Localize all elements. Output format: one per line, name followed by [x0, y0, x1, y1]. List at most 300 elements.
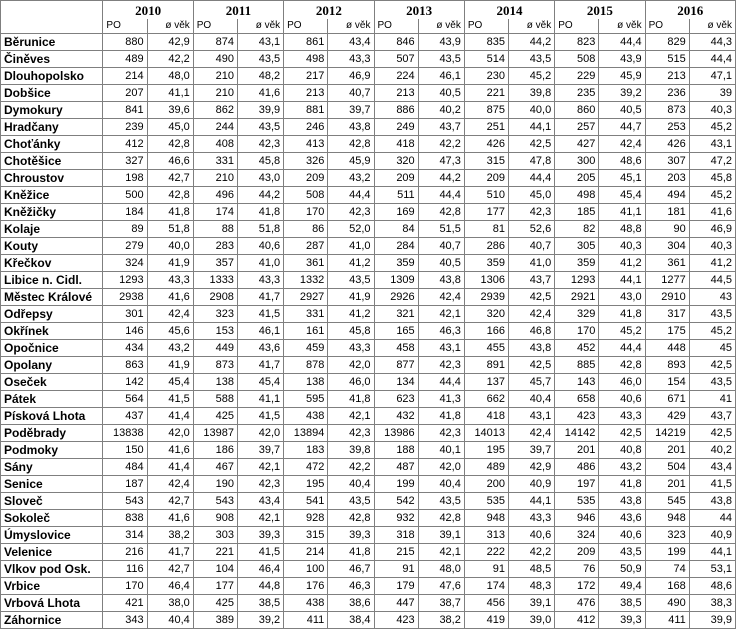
population-cell: 257	[555, 119, 599, 136]
po-subheader: PO	[555, 19, 599, 34]
population-cell: 874	[193, 34, 237, 51]
average-age-cell: 43,9	[599, 51, 645, 68]
average-age-cell: 42,5	[509, 357, 555, 374]
age-subheader: ø věk	[237, 19, 283, 34]
average-age-cell: 41,1	[147, 85, 193, 102]
average-age-cell: 42,8	[328, 136, 374, 153]
average-age-cell: 40,0	[509, 102, 555, 119]
population-cell: 490	[645, 595, 689, 612]
population-cell: 320	[374, 153, 418, 170]
average-age-cell: 43,2	[328, 170, 374, 187]
average-age-cell: 43,8	[599, 493, 645, 510]
population-cell: 317	[645, 306, 689, 323]
municipality-name: Kouty	[1, 238, 103, 255]
population-cell: 91	[374, 561, 418, 578]
average-age-cell: 44,4	[509, 170, 555, 187]
population-cell: 427	[555, 136, 599, 153]
population-cell: 438	[284, 408, 328, 425]
population-cell: 434	[103, 340, 147, 357]
average-age-cell: 42,2	[147, 51, 193, 68]
population-cell: 179	[374, 578, 418, 595]
average-age-cell: 43,7	[689, 408, 735, 425]
average-age-cell: 42,3	[328, 425, 374, 442]
average-age-cell: 51,8	[237, 221, 283, 238]
population-cell: 172	[555, 578, 599, 595]
population-cell: 318	[374, 527, 418, 544]
average-age-cell: 45,2	[509, 68, 555, 85]
population-cell: 88	[193, 221, 237, 238]
population-cell: 1277	[645, 272, 689, 289]
population-cell: 838	[103, 510, 147, 527]
average-age-cell: 38,7	[418, 595, 464, 612]
average-age-cell: 41,8	[328, 391, 374, 408]
population-cell: 303	[193, 527, 237, 544]
average-age-cell: 40,3	[599, 238, 645, 255]
average-age-cell: 42,0	[418, 459, 464, 476]
average-age-cell: 42,1	[328, 408, 374, 425]
table-row	[1, 68, 736, 85]
population-cell: 946	[555, 510, 599, 527]
population-cell: 426	[464, 136, 508, 153]
table-row	[1, 85, 736, 102]
population-cell: 423	[555, 408, 599, 425]
average-age-cell: 41,8	[599, 306, 645, 323]
average-age-cell: 48,0	[418, 561, 464, 578]
population-cell: 170	[284, 204, 328, 221]
population-cell: 948	[645, 510, 689, 527]
population-cell: 543	[193, 493, 237, 510]
population-cell: 74	[645, 561, 689, 578]
average-age-cell: 46,1	[237, 323, 283, 340]
population-cell: 343	[103, 612, 147, 629]
population-cell: 13987	[193, 425, 237, 442]
municipality-name: Opolany	[1, 357, 103, 374]
population-cell: 201	[645, 476, 689, 493]
population-cell: 908	[193, 510, 237, 527]
population-cell: 236	[645, 85, 689, 102]
population-cell: 321	[374, 306, 418, 323]
population-cell: 313	[464, 527, 508, 544]
population-cell: 209	[555, 544, 599, 561]
population-cell: 203	[645, 170, 689, 187]
average-age-cell: 48,0	[147, 68, 193, 85]
population-cell: 91	[464, 561, 508, 578]
municipality-name: Opočnice	[1, 340, 103, 357]
municipality-name: Sloveč	[1, 493, 103, 510]
subheader-row	[1, 19, 736, 34]
table-body	[1, 34, 736, 629]
average-age-cell: 43,0	[599, 289, 645, 306]
average-age-cell: 43,3	[328, 340, 374, 357]
average-age-cell: 46,0	[328, 374, 374, 391]
year-header: 2011	[193, 1, 283, 20]
population-cell: 82	[555, 221, 599, 238]
average-age-cell: 44,4	[418, 374, 464, 391]
population-cell: 862	[193, 102, 237, 119]
average-age-cell: 46,7	[328, 561, 374, 578]
average-age-cell: 41,8	[237, 204, 283, 221]
table-row	[1, 459, 736, 476]
average-age-cell: 45,9	[328, 153, 374, 170]
population-cell: 411	[645, 612, 689, 629]
population-cell: 216	[103, 544, 147, 561]
average-age-cell: 45,2	[599, 323, 645, 340]
average-age-cell: 48,8	[599, 221, 645, 238]
table-row	[1, 595, 736, 612]
municipality-name: Vrbice	[1, 578, 103, 595]
average-age-cell: 40,4	[509, 391, 555, 408]
population-cell: 948	[464, 510, 508, 527]
population-cell: 418	[464, 408, 508, 425]
average-age-cell: 41,4	[147, 459, 193, 476]
average-age-cell: 43,5	[418, 493, 464, 510]
population-cell: 175	[645, 323, 689, 340]
average-age-cell: 45,8	[689, 170, 735, 187]
population-cell: 449	[193, 340, 237, 357]
population-cell: 413	[284, 136, 328, 153]
table-row	[1, 425, 736, 442]
population-cell: 419	[464, 612, 508, 629]
population-cell: 432	[374, 408, 418, 425]
age-subheader: ø věk	[689, 19, 735, 34]
average-age-cell: 50,9	[599, 561, 645, 578]
population-cell: 588	[193, 391, 237, 408]
population-cell: 154	[645, 374, 689, 391]
average-age-cell: 42,3	[509, 204, 555, 221]
population-cell: 186	[193, 442, 237, 459]
population-cell: 425	[193, 595, 237, 612]
average-age-cell: 45,2	[689, 323, 735, 340]
average-age-cell: 38,5	[599, 595, 645, 612]
population-cell: 81	[464, 221, 508, 238]
average-age-cell: 38,2	[418, 612, 464, 629]
average-age-cell: 43,6	[237, 340, 283, 357]
municipality-name: Sány	[1, 459, 103, 476]
average-age-cell: 42,8	[328, 510, 374, 527]
average-age-cell: 41,5	[237, 408, 283, 425]
average-age-cell: 40,4	[418, 476, 464, 493]
average-age-cell: 43,7	[418, 119, 464, 136]
average-age-cell: 39,1	[418, 527, 464, 544]
population-cell: 1333	[193, 272, 237, 289]
population-cell: 137	[464, 374, 508, 391]
population-cell: 878	[284, 357, 328, 374]
municipality-name: Činěves	[1, 51, 103, 68]
municipality-name: Oseček	[1, 374, 103, 391]
population-cell: 467	[193, 459, 237, 476]
population-cell: 161	[284, 323, 328, 340]
average-age-cell: 45,0	[509, 187, 555, 204]
average-age-cell: 39,2	[599, 85, 645, 102]
municipality-name: Hradčany	[1, 119, 103, 136]
average-age-cell: 39	[689, 85, 735, 102]
average-age-cell: 44,4	[599, 340, 645, 357]
average-age-cell: 42,5	[509, 136, 555, 153]
average-age-cell: 42,3	[418, 357, 464, 374]
population-cell: 438	[284, 595, 328, 612]
population-cell: 14013	[464, 425, 508, 442]
average-age-cell: 44,2	[237, 187, 283, 204]
population-cell: 184	[103, 204, 147, 221]
population-cell: 928	[284, 510, 328, 527]
average-age-cell: 41,7	[147, 544, 193, 561]
municipality-name: Libice n. Cidl.	[1, 272, 103, 289]
population-cell: 284	[374, 238, 418, 255]
average-age-cell: 42,7	[147, 170, 193, 187]
population-cell: 209	[374, 170, 418, 187]
year-header: 2013	[374, 1, 464, 20]
population-cell: 489	[103, 51, 147, 68]
average-age-cell: 42,5	[689, 425, 735, 442]
average-age-cell: 39,3	[237, 527, 283, 544]
average-age-cell: 46,3	[418, 323, 464, 340]
average-age-cell: 39,0	[509, 612, 555, 629]
population-cell: 134	[374, 374, 418, 391]
table-row	[1, 612, 736, 629]
age-subheader: ø věk	[147, 19, 193, 34]
municipality-name: Senice	[1, 476, 103, 493]
population-cell: 235	[555, 85, 599, 102]
population-cell: 359	[374, 255, 418, 272]
population-cell: 835	[464, 34, 508, 51]
average-age-cell: 48,5	[509, 561, 555, 578]
average-age-cell: 45,0	[147, 119, 193, 136]
average-age-cell: 41,9	[147, 357, 193, 374]
average-age-cell: 39,3	[328, 527, 374, 544]
population-cell: 361	[284, 255, 328, 272]
average-age-cell: 43,3	[237, 272, 283, 289]
age-subheader: ø věk	[418, 19, 464, 34]
average-age-cell: 46,9	[328, 68, 374, 85]
average-age-cell: 44,5	[689, 272, 735, 289]
population-cell: 201	[645, 442, 689, 459]
average-age-cell: 42,1	[237, 459, 283, 476]
average-age-cell: 42,5	[599, 425, 645, 442]
average-age-cell: 46,4	[237, 561, 283, 578]
average-age-cell: 41,5	[147, 391, 193, 408]
population-cell: 143	[555, 374, 599, 391]
population-cell: 86	[284, 221, 328, 238]
population-cell: 535	[464, 493, 508, 510]
table-row	[1, 170, 736, 187]
population-cell: 76	[555, 561, 599, 578]
population-cell: 472	[284, 459, 328, 476]
population-cell: 210	[193, 68, 237, 85]
population-cell: 116	[103, 561, 147, 578]
average-age-cell: 43,5	[418, 51, 464, 68]
average-age-cell: 44,4	[689, 51, 735, 68]
population-cell: 253	[645, 119, 689, 136]
average-age-cell: 40,3	[689, 102, 735, 119]
average-age-cell: 41,0	[509, 255, 555, 272]
average-age-cell: 42,1	[418, 544, 464, 561]
population-cell: 314	[103, 527, 147, 544]
population-cell: 500	[103, 187, 147, 204]
municipality-name: Dymokury	[1, 102, 103, 119]
average-age-cell: 48,6	[689, 578, 735, 595]
average-age-cell: 45	[689, 340, 735, 357]
average-age-cell: 42,4	[509, 306, 555, 323]
population-cell: 823	[555, 34, 599, 51]
average-age-cell: 44,1	[509, 493, 555, 510]
average-age-cell: 40,7	[328, 85, 374, 102]
average-age-cell: 38,0	[147, 595, 193, 612]
average-age-cell: 40,7	[418, 238, 464, 255]
population-cell: 244	[193, 119, 237, 136]
population-cell: 331	[284, 306, 328, 323]
population-cell: 863	[103, 357, 147, 374]
average-age-cell: 42,0	[147, 425, 193, 442]
table-row	[1, 187, 736, 204]
population-cell: 217	[284, 68, 328, 85]
average-age-cell: 41,6	[237, 85, 283, 102]
population-cell: 300	[555, 153, 599, 170]
population-cell: 315	[464, 153, 508, 170]
table-row	[1, 544, 736, 561]
population-cell: 873	[193, 357, 237, 374]
average-age-cell: 40,5	[418, 85, 464, 102]
table-row	[1, 323, 736, 340]
year-header: 2015	[555, 1, 645, 20]
average-age-cell: 41,4	[147, 408, 193, 425]
average-age-cell: 43,2	[599, 459, 645, 476]
population-cell: 423	[374, 612, 418, 629]
population-cell: 459	[284, 340, 328, 357]
average-age-cell: 40,6	[237, 238, 283, 255]
average-age-cell: 42,8	[599, 357, 645, 374]
population-cell: 829	[645, 34, 689, 51]
population-cell: 2910	[645, 289, 689, 306]
average-age-cell: 39,7	[509, 442, 555, 459]
average-age-cell: 39,7	[237, 442, 283, 459]
average-age-cell: 41,3	[418, 391, 464, 408]
population-cell: 508	[284, 187, 328, 204]
average-age-cell: 41,7	[237, 289, 283, 306]
average-age-cell: 41,9	[328, 289, 374, 306]
average-age-cell: 43	[689, 289, 735, 306]
population-cell: 487	[374, 459, 418, 476]
population-cell: 142	[103, 374, 147, 391]
population-cell: 230	[464, 68, 508, 85]
average-age-cell: 46,0	[599, 374, 645, 391]
population-cell: 484	[103, 459, 147, 476]
average-age-cell: 43,6	[599, 510, 645, 527]
average-age-cell: 39,7	[328, 102, 374, 119]
population-cell: 447	[374, 595, 418, 612]
population-cell: 187	[103, 476, 147, 493]
population-cell: 448	[645, 340, 689, 357]
average-age-cell: 42,2	[418, 136, 464, 153]
average-age-cell: 44,4	[418, 187, 464, 204]
population-cell: 198	[103, 170, 147, 187]
average-age-cell: 40,8	[599, 442, 645, 459]
table-row	[1, 255, 736, 272]
population-cell: 662	[464, 391, 508, 408]
average-age-cell: 47,3	[418, 153, 464, 170]
average-age-cell: 44	[689, 510, 735, 527]
average-age-cell: 42,5	[509, 289, 555, 306]
table-row	[1, 136, 736, 153]
average-age-cell: 41,0	[328, 238, 374, 255]
population-cell: 426	[645, 136, 689, 153]
municipality-name: Odřepsy	[1, 306, 103, 323]
municipality-name: Velenice	[1, 544, 103, 561]
population-cell: 165	[374, 323, 418, 340]
average-age-cell: 40,6	[599, 391, 645, 408]
table-row	[1, 561, 736, 578]
average-age-cell: 41,5	[237, 306, 283, 323]
population-cell: 213	[284, 85, 328, 102]
average-age-cell: 40,5	[418, 255, 464, 272]
population-cell: 215	[374, 544, 418, 561]
population-cell: 210	[193, 85, 237, 102]
population-cell: 494	[645, 187, 689, 204]
population-cell: 200	[464, 476, 508, 493]
population-cell: 408	[193, 136, 237, 153]
table-row	[1, 442, 736, 459]
average-age-cell: 44,2	[418, 170, 464, 187]
average-age-cell: 42,8	[147, 136, 193, 153]
average-age-cell: 39,2	[237, 612, 283, 629]
population-cell: 209	[464, 170, 508, 187]
average-age-cell: 42,2	[509, 544, 555, 561]
population-cell: 327	[103, 153, 147, 170]
average-age-cell: 42,3	[237, 476, 283, 493]
population-cell: 542	[374, 493, 418, 510]
population-cell: 510	[464, 187, 508, 204]
age-subheader: ø věk	[599, 19, 645, 34]
average-age-cell: 46,4	[147, 578, 193, 595]
population-cell: 170	[555, 323, 599, 340]
population-cell: 305	[555, 238, 599, 255]
average-age-cell: 45,4	[237, 374, 283, 391]
municipality-name: Kolaje	[1, 221, 103, 238]
population-cell: 195	[284, 476, 328, 493]
year-header: 2014	[464, 1, 554, 20]
population-cell: 885	[555, 357, 599, 374]
population-cell: 13838	[103, 425, 147, 442]
municipality-name: Kněžičky	[1, 204, 103, 221]
average-age-cell: 46,8	[509, 323, 555, 340]
average-age-cell: 48,6	[599, 153, 645, 170]
population-cell: 623	[374, 391, 418, 408]
population-cell: 249	[374, 119, 418, 136]
population-cell: 458	[374, 340, 418, 357]
average-age-cell: 42,8	[147, 187, 193, 204]
average-age-cell: 41,8	[599, 476, 645, 493]
average-age-cell: 41,6	[147, 510, 193, 527]
population-cell: 389	[193, 612, 237, 629]
population-cell: 214	[284, 544, 328, 561]
table-row	[1, 510, 736, 527]
population-cell: 873	[645, 102, 689, 119]
population-cell: 166	[464, 323, 508, 340]
population-cell: 418	[374, 136, 418, 153]
population-cell: 138	[193, 374, 237, 391]
population-cell: 658	[555, 391, 599, 408]
population-cell: 329	[555, 306, 599, 323]
municipality-name: Chroustov	[1, 170, 103, 187]
average-age-cell: 39,9	[237, 102, 283, 119]
average-age-cell: 46,3	[328, 578, 374, 595]
average-age-cell: 44,8	[237, 578, 283, 595]
average-age-cell: 41,5	[237, 544, 283, 561]
population-cell: 185	[555, 204, 599, 221]
po-subheader: PO	[193, 19, 237, 34]
table-row	[1, 289, 736, 306]
average-age-cell: 42,4	[599, 136, 645, 153]
population-cell: 177	[464, 204, 508, 221]
